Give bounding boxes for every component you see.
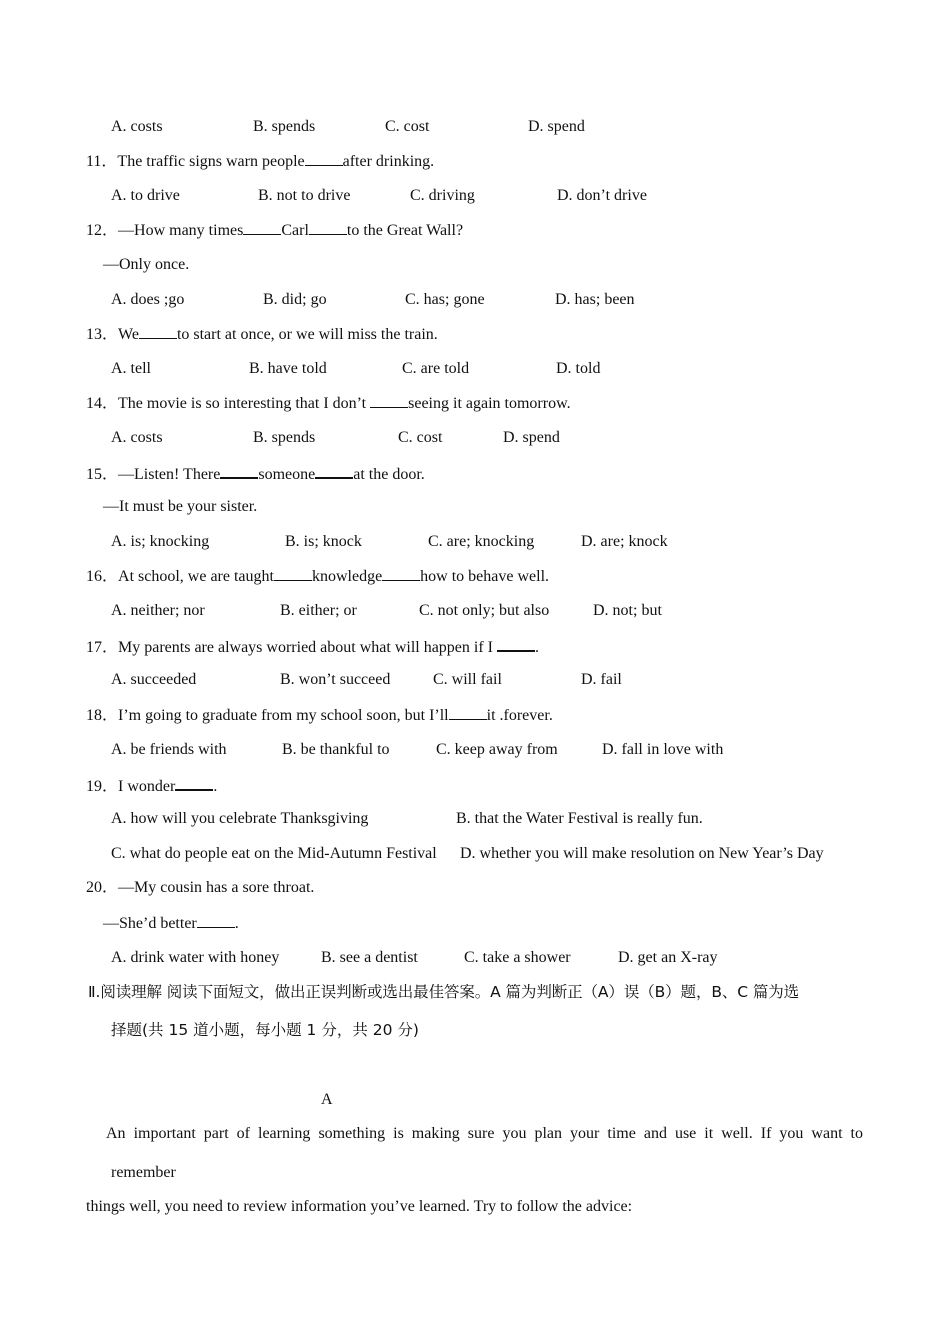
q13-option-b: B. have told [249, 360, 327, 377]
q18-option-d: D. fall in love with [602, 741, 724, 758]
passage-a-line-3: things well, you need to review information you’ve learned. Try to follow the advice: [86, 1198, 633, 1215]
q13-option-c: C. are told [402, 360, 470, 377]
q13-stem: 13．We to start at once, or we will miss the train. [86, 326, 438, 343]
q17-option-c: C. will fail [433, 671, 502, 688]
q12-number: 12． [86, 222, 119, 239]
q15-option-a: A. is; knocking [111, 533, 210, 550]
q13-blank [139, 324, 177, 339]
q11-option-b: B. not to drive [258, 187, 351, 204]
q15-option-b: B. is; knock [285, 533, 362, 550]
q14-option-a: A. costs [111, 429, 163, 446]
q12-option-b: B. did; go [263, 291, 327, 308]
q15-number: 15． [86, 466, 119, 483]
q12-reply: —Only once. [103, 256, 190, 273]
q17-blank [497, 636, 535, 652]
q16-stem: 16．At school, we are taught knowledge how to behave well. [86, 568, 550, 585]
q16-option-d: D. not; but [593, 602, 662, 619]
q14-option-b: B. spends [253, 429, 316, 446]
passage-a-heading: A [321, 1091, 333, 1108]
q19-option-b: B. that the Water Festival is really fun. [456, 810, 703, 827]
q15-option-c: C. are; knocking [428, 533, 535, 550]
q15-blank-1 [220, 463, 258, 479]
q16-option-a: A. neither; nor [111, 602, 205, 619]
section-2-instructions-line-1: Ⅱ.阅读理解 阅读下面短文，做出正误判断或选出最佳答案。A 篇为判断正（A）误（B）题，B、C 篇为选 [88, 983, 800, 1001]
q14-option-d: D. spend [503, 429, 560, 446]
q15-blank-2 [315, 463, 353, 479]
q17-stem: 17．My parents are always worried about what will happen if I . [86, 636, 539, 658]
q16-option-c: C. not only; but also [419, 602, 550, 619]
q11-stem: 11．The traffic signs warn people after drinking. [86, 153, 435, 170]
q11-blank [305, 151, 343, 166]
q20-number: 20． [86, 879, 119, 896]
q20-stem: 20．—My cousin has a sore throat. [86, 879, 315, 896]
q19-option-a: A. how will you celebrate Thanksgiving [111, 810, 369, 827]
q15-option-d: D. are; knock [581, 533, 668, 550]
q20-option-c: C. take a shower [464, 949, 571, 966]
q17-option-d: D. fail [581, 671, 622, 688]
q20-blank [197, 913, 235, 928]
q12-option-a: A. does ;go [111, 291, 185, 308]
q14-number: 14． [86, 395, 119, 412]
q20-option-a: A. drink water with honey [111, 949, 280, 966]
passage-a-line-1: An important part of learning something is making sure you plan your time and use it well. If you want to [106, 1125, 863, 1142]
q18-blank [449, 705, 487, 720]
q13-option-a: A. tell [111, 360, 151, 377]
q17-option-b: B. won’t succeed [280, 671, 391, 688]
q18-number: 18． [86, 707, 119, 724]
q19-number: 19． [86, 778, 119, 795]
q14-stem: 14．The movie is so interesting that I don’t seeing it again tomorrow. [86, 395, 571, 412]
q11-option-d: D. don’t drive [557, 187, 647, 204]
q18-option-a: A. be friends with [111, 741, 227, 758]
q14-option-c: C. cost [398, 429, 443, 446]
q19-stem: 19．I wonder . [86, 775, 217, 797]
q11-number: 11． [86, 153, 118, 170]
q16-option-b: B. either; or [280, 602, 357, 619]
q18-stem: 18．I’m going to graduate from my school soon, but I’ll it .forever. [86, 707, 553, 724]
q10-option-d: D. spend [528, 118, 585, 135]
q16-number: 16． [86, 568, 119, 585]
q14-blank [370, 393, 408, 408]
q10-option-c: C. cost [385, 118, 430, 135]
q12-option-d: D. has; been [555, 291, 635, 308]
section-2-instructions-line-2: 择题(共 15 道小题，每小题 1 分，共 20 分) [111, 1021, 419, 1039]
q11-option-c: C. driving [410, 187, 475, 204]
q19-blank [175, 775, 213, 791]
q13-number: 13． [86, 326, 119, 343]
q10-option-a: A. costs [111, 118, 163, 135]
q20-option-b: B. see a dentist [321, 949, 418, 966]
q17-option-a: A. succeeded [111, 671, 197, 688]
q20-reply: —She’d better . [103, 915, 239, 932]
q20-option-d: D. get an X-ray [618, 949, 718, 966]
q16-blank-2 [382, 566, 420, 581]
q10-option-b: B. spends [253, 118, 316, 135]
q15-reply: —It must be your sister. [103, 498, 258, 515]
q18-option-c: C. keep away from [436, 741, 558, 758]
q12-option-c: C. has; gone [405, 291, 485, 308]
q18-option-b: B. be thankful to [282, 741, 390, 758]
q13-option-d: D. told [556, 360, 601, 377]
q15-stem: 15．—Listen! There someone at the door. [86, 463, 425, 485]
q11-option-a: A. to drive [111, 187, 180, 204]
q17-number: 17． [86, 639, 119, 656]
q12-stem: 12．—How many times Carl to the Great Wall? [86, 222, 464, 239]
q19-option-d: D. whether you will make resolution on New Year’s Day [460, 845, 824, 862]
q16-blank-1 [274, 566, 312, 581]
q12-blank-1 [243, 220, 281, 235]
q12-blank-2 [309, 220, 347, 235]
q19-option-c: C. what do people eat on the Mid-Autumn Festival [111, 845, 437, 862]
passage-a-line-2: remember [111, 1164, 176, 1181]
